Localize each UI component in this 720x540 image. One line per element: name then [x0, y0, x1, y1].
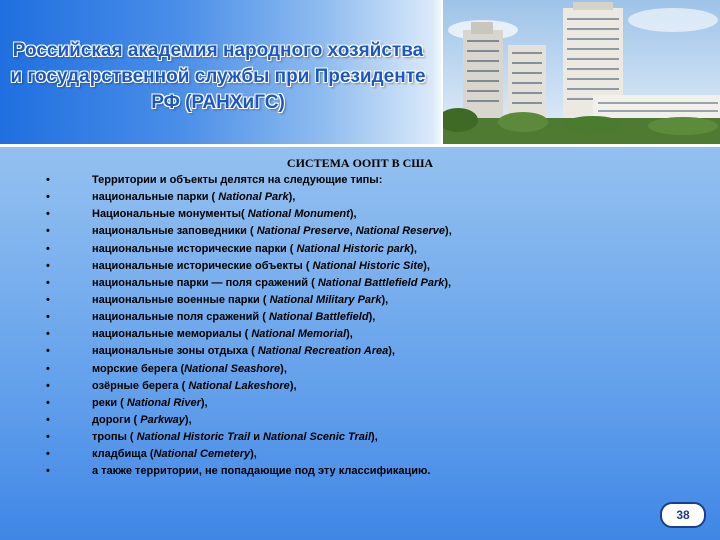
item-text: национальные парки — поля сражений ( — [92, 276, 318, 289]
bullet: • — [46, 225, 50, 238]
item-text: а также территории, не попадающие под эту классификацию. — [92, 465, 431, 478]
bullet: • — [46, 328, 50, 341]
bullet: • — [46, 242, 50, 255]
page-number-badge: 38 — [660, 502, 706, 528]
list-item — [0, 326, 452, 343]
item-text: национальные исторические парки ( — [92, 242, 297, 255]
bullet: • — [46, 362, 50, 375]
bullet: • — [46, 465, 50, 478]
item-text-end: ), — [289, 379, 297, 392]
building-photo — [441, 0, 720, 145]
item-english-term: National Battlefield Park — [317, 276, 445, 289]
item-text: национальные поля сражений ( — [92, 311, 269, 324]
item-text: реки ( — [92, 396, 127, 409]
item-english-term: National Military Park — [269, 293, 382, 306]
list-item — [0, 343, 452, 360]
bullet: • — [46, 191, 50, 204]
list-item — [0, 361, 452, 378]
item-english-term: National Monument — [247, 208, 350, 221]
item-english-term: National River — [126, 396, 201, 409]
list-item — [0, 292, 452, 309]
list-item — [0, 309, 452, 326]
item-english-term: National Historic Trail — [136, 431, 251, 444]
section-title: СИСТЕМА ООПТ В США — [286, 156, 434, 170]
item-english-term: National Cemetery — [153, 448, 251, 461]
list-item — [0, 223, 452, 240]
bullet: • — [46, 293, 50, 306]
item-english-term: National Preserve — [256, 225, 350, 238]
item-text: тропы ( — [92, 431, 137, 444]
title-line-1: Российская академия народного хозяйства — [12, 40, 424, 61]
item-text: озёрные берега ( — [92, 379, 189, 392]
list-item — [0, 412, 452, 429]
item-english-term: National Seashore — [184, 362, 281, 375]
item-text-end: ), — [349, 208, 357, 221]
list-item — [0, 258, 452, 275]
item-english-term-2: National Reserve — [355, 225, 446, 238]
item-english-term: National Park — [218, 191, 289, 204]
item-text: национальные заповедники ( — [92, 225, 257, 238]
item-text-end: ), — [381, 293, 389, 306]
bullet: • — [46, 276, 50, 289]
item-text-mid: и — [250, 431, 264, 444]
item-text: Национальные монументы( — [92, 208, 248, 221]
item-english-term: National Memorial — [251, 328, 347, 341]
item-text: дороги ( — [92, 413, 141, 426]
item-english-term: National Historic Site — [312, 259, 424, 272]
item-text-mid: , — [349, 225, 356, 238]
item-text: национальные парки ( — [92, 191, 219, 204]
item-text-end: ), — [250, 448, 257, 461]
item-text-end: ), — [371, 431, 378, 444]
item-text-end: ), — [388, 345, 395, 358]
bullet: • — [46, 396, 50, 409]
list-item — [0, 378, 452, 395]
building-photo-illustration — [443, 0, 720, 145]
bullet: • — [46, 174, 50, 186]
list-item — [0, 241, 452, 258]
item-text: национальные мемориалы ( — [92, 328, 252, 341]
bullet: • — [46, 208, 50, 221]
item-text-end: ), — [410, 242, 417, 255]
list-item — [0, 429, 452, 446]
list-item — [0, 463, 452, 480]
item-text-end: ), — [280, 362, 287, 375]
list-item — [0, 395, 452, 412]
item-text: Территории и объекты делятся на следующие типы: — [92, 174, 383, 186]
list-item — [0, 189, 452, 206]
bullet: • — [46, 413, 50, 426]
item-text: кладбища ( — [92, 448, 154, 461]
item-text-end: ), — [445, 225, 452, 238]
item-english-term: Parkway — [140, 413, 185, 426]
item-english-term-2: National Scenic Trail — [263, 431, 372, 444]
organization-title — [0, 38, 436, 116]
item-text-end: ), — [368, 311, 376, 324]
bullet: • — [46, 311, 50, 324]
bullet: • — [46, 345, 50, 358]
item-text-end: ), — [444, 276, 452, 289]
item-text-end: ), — [423, 259, 430, 272]
item-english-term: National Battlefield — [268, 311, 369, 324]
item-english-term: National Lakeshore — [188, 379, 290, 392]
item-text-end: ), — [200, 396, 208, 409]
item-text: национальные военные парки ( — [92, 293, 270, 306]
list-item — [0, 275, 452, 292]
bullet: • — [46, 448, 50, 461]
bullet: • — [46, 431, 50, 444]
bullet: • — [46, 379, 50, 392]
item-english-term: National Recreation Area — [257, 345, 389, 358]
item-text-end: ), — [184, 413, 192, 426]
item-text-end: ), — [288, 191, 296, 204]
item-text: национальные исторические объекты ( — [92, 259, 313, 272]
item-text: национальные зоны отдыха ( — [92, 345, 258, 358]
item-text-end: ), — [346, 328, 353, 341]
list-item — [0, 172, 452, 189]
list-item — [0, 206, 452, 223]
header-divider — [0, 144, 720, 147]
item-english-term: National Historic park — [296, 242, 411, 255]
bullet: • — [46, 259, 50, 272]
item-text: морские берега ( — [92, 362, 185, 375]
item-list — [0, 172, 452, 481]
title-line-2: и государственной службы при Президенте — [10, 66, 426, 87]
title-line-3: РФ (РАНХиГС) — [151, 92, 285, 113]
list-item — [0, 446, 452, 463]
